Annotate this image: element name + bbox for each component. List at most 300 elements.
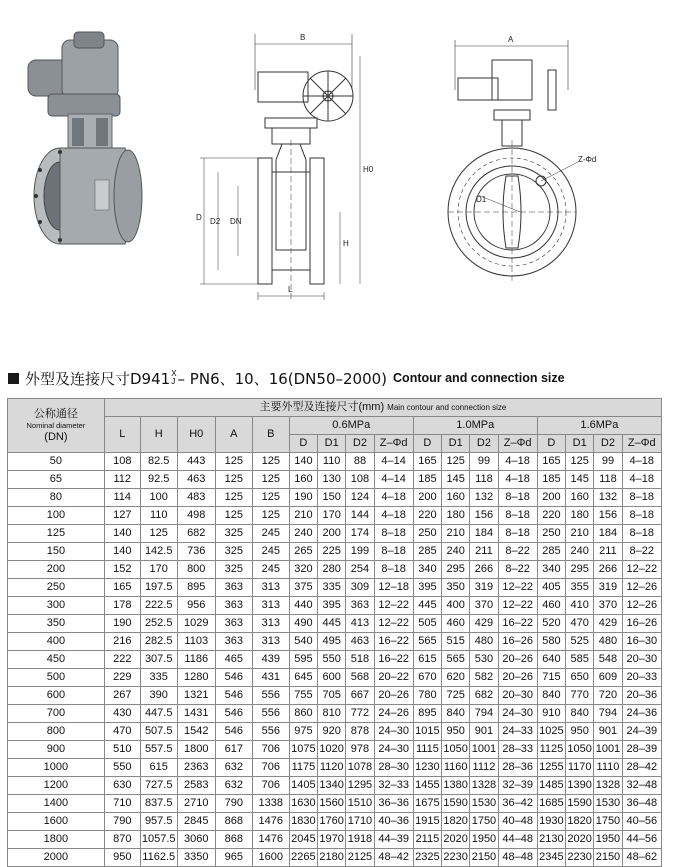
table-cell: 48–62 <box>622 849 661 867</box>
table-cell: 20–26 <box>374 687 413 705</box>
table-cell: 650 <box>566 669 594 687</box>
table-cell: 280 <box>318 561 346 579</box>
table-cell: 2150 <box>470 849 498 867</box>
table-cell: 124 <box>346 489 374 507</box>
table-cell: 12–22 <box>498 597 537 615</box>
table-cell: 546 <box>215 687 252 705</box>
table-cell: 265 <box>289 543 317 561</box>
table-cell: 431 <box>252 669 289 687</box>
cell-dn: 250 <box>8 579 105 597</box>
header-subcol: D <box>413 435 441 453</box>
table-cell: 229 <box>104 669 140 687</box>
label-dn: DN <box>230 217 242 226</box>
table-cell: 363 <box>215 615 252 633</box>
table-cell: 585 <box>566 651 594 669</box>
table-row <box>8 597 662 615</box>
table-cell: 110 <box>140 507 177 525</box>
table-cell: 920 <box>318 723 346 741</box>
table-cell: 88 <box>346 453 374 471</box>
table-cell: 550 <box>318 651 346 669</box>
table-row <box>8 525 662 543</box>
heading-title: 外型及连接尺寸D941 <box>25 369 171 388</box>
table-cell: 32–48 <box>622 777 661 795</box>
table-cell: 1295 <box>346 777 374 795</box>
table-cell: 40–48 <box>498 813 537 831</box>
table-cell: 20–30 <box>498 687 537 705</box>
table-cell: 1162.5 <box>140 849 177 867</box>
table-cell: 2710 <box>177 795 215 813</box>
table-cell: 4–18 <box>622 471 661 489</box>
table-cell: 670 <box>413 669 441 687</box>
table-row <box>8 579 662 597</box>
cell-dn: 700 <box>8 705 105 723</box>
table-cell: 140 <box>104 543 140 561</box>
table-cell: 460 <box>442 615 470 633</box>
table-cell: 160 <box>566 489 594 507</box>
table-cell: 100 <box>140 489 177 507</box>
table-cell: 546 <box>215 705 252 723</box>
table-cell: 1321 <box>177 687 215 705</box>
table-row <box>8 687 662 705</box>
table-cell: 682 <box>470 687 498 705</box>
table-cell: 132 <box>594 489 622 507</box>
table-cell: 36–48 <box>622 795 661 813</box>
table-row <box>8 615 662 633</box>
table-cell: 313 <box>252 633 289 651</box>
table-cell: 350 <box>442 579 470 597</box>
cell-dn: 900 <box>8 741 105 759</box>
table-row <box>8 507 662 525</box>
table-cell: 12–22 <box>374 597 413 615</box>
table-cell: 1120 <box>318 759 346 777</box>
table-cell: 174 <box>346 525 374 543</box>
table-cell: 180 <box>566 507 594 525</box>
table-cell: 706 <box>252 777 289 795</box>
table-cell: 1390 <box>566 777 594 795</box>
label-a: A <box>508 35 514 44</box>
table-cell: 2325 <box>413 849 441 867</box>
table-cell: 1530 <box>594 795 622 813</box>
table-cell: 463 <box>177 471 215 489</box>
table-cell: 410 <box>566 597 594 615</box>
table-cell: 307.5 <box>140 651 177 669</box>
table-cell: 1590 <box>442 795 470 813</box>
table-cell: 125 <box>252 471 289 489</box>
table-cell: 267 <box>104 687 140 705</box>
table-cell: 363 <box>215 579 252 597</box>
table-cell: 445 <box>318 615 346 633</box>
table-cell: 197.5 <box>140 579 177 597</box>
table-row <box>8 777 662 795</box>
table-cell: 44–56 <box>622 831 661 849</box>
table-cell: 130 <box>318 471 346 489</box>
table-cell: 32–39 <box>498 777 537 795</box>
table-cell: 1057.5 <box>140 831 177 849</box>
table-cell: 901 <box>470 723 498 741</box>
table-cell: 125 <box>215 507 252 525</box>
table-cell: 632 <box>215 759 252 777</box>
table-cell: 617 <box>215 741 252 759</box>
table-cell: 144 <box>346 507 374 525</box>
label-d1: D1 <box>476 195 487 204</box>
table-body <box>8 453 662 867</box>
table-cell: 222 <box>104 651 140 669</box>
table-cell: 755 <box>289 687 317 705</box>
table-cell: 645 <box>289 669 317 687</box>
table-cell: 108 <box>346 471 374 489</box>
table-cell: 667 <box>346 687 374 705</box>
table-cell: 8–18 <box>622 489 661 507</box>
table-cell: 125 <box>566 453 594 471</box>
table-cell: 8–18 <box>374 561 413 579</box>
table-cell: 32–33 <box>374 777 413 795</box>
header-subcol: Z–Φd <box>622 435 661 453</box>
header-subcol: D1 <box>318 435 346 453</box>
table-cell: 1590 <box>566 795 594 813</box>
table-cell: 1255 <box>537 759 565 777</box>
cell-dn: 600 <box>8 687 105 705</box>
table-cell: 390 <box>140 687 177 705</box>
table-cell: 1050 <box>442 741 470 759</box>
table-cell: 140 <box>104 525 140 543</box>
heading-sup: X <box>171 369 177 378</box>
table-cell: 2230 <box>442 849 470 867</box>
table-cell: 950 <box>566 723 594 741</box>
table-cell: 125 <box>252 489 289 507</box>
heading-english: Contour and connection size <box>393 371 565 385</box>
table-cell: 28–33 <box>498 741 537 759</box>
table-cell: 1760 <box>318 813 346 831</box>
table-cell: 1630 <box>289 795 317 813</box>
table-cell: 132 <box>470 489 498 507</box>
table-cell: 4–18 <box>374 507 413 525</box>
table-cell: 325 <box>215 561 252 579</box>
table-cell: 727.5 <box>140 777 177 795</box>
table-cell: 340 <box>413 561 441 579</box>
table-cell: 220 <box>413 507 441 525</box>
table-cell: 1950 <box>594 831 622 849</box>
label-d2: D2 <box>210 217 221 226</box>
table-cell: 165 <box>537 453 565 471</box>
table-cell: 1380 <box>442 777 470 795</box>
table-cell: 125 <box>442 453 470 471</box>
table-cell: 152 <box>104 561 140 579</box>
table-cell: 210 <box>442 525 470 543</box>
table-row <box>8 759 662 777</box>
table-cell: 184 <box>470 525 498 543</box>
table-cell: 1431 <box>177 705 215 723</box>
table-cell: 556 <box>252 723 289 741</box>
header-subcol: D1 <box>442 435 470 453</box>
table-cell: 309 <box>346 579 374 597</box>
table-cell: 901 <box>594 723 622 741</box>
table-cell: 1830 <box>289 813 317 831</box>
table-cell: 16–22 <box>498 615 537 633</box>
label-b: B <box>300 33 306 42</box>
table-cell: 185 <box>413 471 441 489</box>
table-cell: 1020 <box>318 741 346 759</box>
table-cell: 12–26 <box>622 597 661 615</box>
table-cell: 178 <box>104 597 140 615</box>
table-cell: 565 <box>442 651 470 669</box>
header-pressure: 1.6MPa <box>537 417 661 435</box>
table-cell: 2345 <box>537 849 565 867</box>
table-row <box>8 741 662 759</box>
table-cell: 1915 <box>413 813 441 831</box>
cell-dn: 1600 <box>8 813 105 831</box>
table-cell: 99 <box>470 453 498 471</box>
table-cell: 780 <box>413 687 441 705</box>
table-cell: 1328 <box>594 777 622 795</box>
table-cell: 405 <box>537 579 565 597</box>
table-cell: 2020 <box>442 831 470 849</box>
table-cell: 1175 <box>289 759 317 777</box>
table-cell: 118 <box>594 471 622 489</box>
table-cell: 28–39 <box>622 741 661 759</box>
table-cell: 440 <box>289 597 317 615</box>
table-cell: 556 <box>252 687 289 705</box>
header-col-a: A <box>215 417 252 453</box>
table-cell: 1800 <box>177 741 215 759</box>
table-cell: 252.5 <box>140 615 177 633</box>
table-cell: 12–18 <box>374 579 413 597</box>
table-cell: 125 <box>252 507 289 525</box>
table-cell: 429 <box>594 615 622 633</box>
table-cell: 706 <box>252 741 289 759</box>
cell-dn: 2000 <box>8 849 105 867</box>
table-cell: 800 <box>177 561 215 579</box>
table-cell: 2363 <box>177 759 215 777</box>
table-cell: 790 <box>104 813 140 831</box>
header-subcol: D <box>289 435 317 453</box>
table-cell: 20–33 <box>622 669 661 687</box>
drawings-area <box>0 0 676 350</box>
table-row <box>8 453 662 471</box>
table-cell: 184 <box>594 525 622 543</box>
table-row <box>8 633 662 651</box>
table-cell: 44–39 <box>374 831 413 849</box>
table-cell: 48–42 <box>374 849 413 867</box>
table-cell: 530 <box>470 651 498 669</box>
table-cell: 840 <box>537 687 565 705</box>
table-cell: 1110 <box>594 759 622 777</box>
table-row <box>8 489 662 507</box>
table-cell: 24–36 <box>622 705 661 723</box>
table-cell: 837.5 <box>140 795 177 813</box>
table-cell: 4–18 <box>498 471 537 489</box>
table-cell: 2845 <box>177 813 215 831</box>
table-cell: 355 <box>566 579 594 597</box>
table-cell: 216 <box>104 633 140 651</box>
table-cell: 210 <box>289 507 317 525</box>
table-cell: 44–48 <box>498 831 537 849</box>
table-cell: 565 <box>413 633 441 651</box>
table-cell: 1001 <box>594 741 622 759</box>
table-cell: 975 <box>289 723 317 741</box>
table-cell: 1050 <box>566 741 594 759</box>
table-cell: 16–22 <box>374 651 413 669</box>
cell-dn: 150 <box>8 543 105 561</box>
table-cell: 1710 <box>346 813 374 831</box>
table-cell: 16–30 <box>622 633 661 651</box>
table-cell: 240 <box>289 525 317 543</box>
table-cell: 550 <box>104 759 140 777</box>
table-cell: 156 <box>594 507 622 525</box>
table-row <box>8 795 662 813</box>
table-cell: 1405 <box>289 777 317 795</box>
table-cell: 1685 <box>537 795 565 813</box>
table-cell: 557.5 <box>140 741 177 759</box>
table-cell: 24–30 <box>374 741 413 759</box>
table-cell: 125 <box>140 525 177 543</box>
table-cell: 16–26 <box>622 615 661 633</box>
table-cell: 99 <box>594 453 622 471</box>
table-cell: 3350 <box>177 849 215 867</box>
table-cell: 620 <box>442 669 470 687</box>
cell-dn: 200 <box>8 561 105 579</box>
table-cell: 363 <box>346 597 374 615</box>
table-cell: 145 <box>442 471 470 489</box>
front-view-drawing <box>448 40 578 284</box>
heading-sub: J <box>171 377 176 386</box>
cell-dn: 80 <box>8 489 105 507</box>
table-cell: 370 <box>470 597 498 615</box>
table-cell: 24–30 <box>498 705 537 723</box>
label-d: D <box>196 213 202 222</box>
table-cell: 1328 <box>470 777 498 795</box>
table-cell: 28–42 <box>622 759 661 777</box>
table-header <box>8 399 662 453</box>
table-cell: 170 <box>318 507 346 525</box>
table-cell: 165 <box>413 453 441 471</box>
table-cell: 2230 <box>566 849 594 867</box>
table-cell: 910 <box>537 705 565 723</box>
table-cell: 725 <box>442 687 470 705</box>
cell-dn: 1200 <box>8 777 105 795</box>
header-main <box>104 399 661 417</box>
table-cell: 20–22 <box>374 669 413 687</box>
table-cell: 110 <box>318 453 346 471</box>
table-cell: 180 <box>442 507 470 525</box>
header-subcol: Z–Φd <box>374 435 413 453</box>
table-cell: 840 <box>566 705 594 723</box>
table-cell: 240 <box>442 543 470 561</box>
table-cell: 20–26 <box>498 651 537 669</box>
table-cell: 335 <box>318 579 346 597</box>
table-cell: 1170 <box>566 759 594 777</box>
table-row <box>8 849 662 867</box>
table-cell: 125 <box>215 489 252 507</box>
table-cell: 546 <box>215 669 252 687</box>
table-cell: 240 <box>566 543 594 561</box>
table-cell: 1510 <box>346 795 374 813</box>
table-cell: 4–14 <box>374 471 413 489</box>
table-cell: 210 <box>566 525 594 543</box>
table-cell: 794 <box>594 705 622 723</box>
table-cell: 1950 <box>470 831 498 849</box>
table-cell: 1160 <box>442 759 470 777</box>
table-cell: 956 <box>177 597 215 615</box>
cell-dn: 1400 <box>8 795 105 813</box>
table-cell: 632 <box>215 777 252 795</box>
table-cell: 8–18 <box>498 489 537 507</box>
table-cell: 1675 <box>413 795 441 813</box>
table-row <box>8 471 662 489</box>
table-cell: 325 <box>215 525 252 543</box>
table-cell: 443 <box>177 453 215 471</box>
table-cell: 370 <box>594 597 622 615</box>
table-cell: 375 <box>289 579 317 597</box>
table-cell: 895 <box>177 579 215 597</box>
table-cell: 313 <box>252 597 289 615</box>
table-cell: 48–48 <box>498 849 537 867</box>
table-cell: 295 <box>566 561 594 579</box>
table-cell: 1029 <box>177 615 215 633</box>
bullet-square-icon <box>8 373 19 384</box>
table-cell: 710 <box>104 795 140 813</box>
table-cell: 150 <box>318 489 346 507</box>
table-cell: 1230 <box>413 759 441 777</box>
label-z-phi-d: Z-Φd <box>578 155 597 164</box>
table-row <box>8 669 662 687</box>
header-col-l: L <box>104 417 140 453</box>
table-cell: 490 <box>289 615 317 633</box>
table-cell: 2180 <box>318 849 346 867</box>
table-cell: 1918 <box>346 831 374 849</box>
table-cell: 1930 <box>537 813 565 831</box>
table-cell: 319 <box>470 579 498 597</box>
table-cell: 1750 <box>594 813 622 831</box>
table-cell: 540 <box>289 633 317 651</box>
cell-dn: 65 <box>8 471 105 489</box>
table-cell: 600 <box>318 669 346 687</box>
table-cell: 950 <box>442 723 470 741</box>
table-cell: 1820 <box>566 813 594 831</box>
table-cell: 8–18 <box>374 543 413 561</box>
header-nominal-cn: 公称通径 <box>33 407 78 420</box>
table-cell: 609 <box>594 669 622 687</box>
table-cell: 965 <box>215 849 252 867</box>
table-cell: 868 <box>215 813 252 831</box>
header-subcol: D2 <box>594 435 622 453</box>
table-cell: 118 <box>470 471 498 489</box>
cell-dn: 1000 <box>8 759 105 777</box>
table-cell: 12–22 <box>374 615 413 633</box>
table-cell: 525 <box>566 633 594 651</box>
table-cell: 580 <box>537 633 565 651</box>
table-cell: 447.5 <box>140 705 177 723</box>
table-cell: 363 <box>215 633 252 651</box>
table-cell: 470 <box>104 723 140 741</box>
table-cell: 465 <box>215 651 252 669</box>
table-cell: 1476 <box>252 831 289 849</box>
table-cell: 165 <box>104 579 140 597</box>
table-cell: 127 <box>104 507 140 525</box>
header-col-h0: H0 <box>177 417 215 453</box>
table-cell: 282.5 <box>140 633 177 651</box>
table-cell: 2583 <box>177 777 215 795</box>
table-cell: 24–30 <box>374 723 413 741</box>
table-cell: 2045 <box>289 831 317 849</box>
cell-dn: 400 <box>8 633 105 651</box>
table-cell: 12–26 <box>622 579 661 597</box>
table-cell: 108 <box>104 453 140 471</box>
dimension-table <box>7 398 662 867</box>
table-cell: 28–30 <box>374 759 413 777</box>
table-cell: 483 <box>177 489 215 507</box>
table-cell: 498 <box>177 507 215 525</box>
table-cell: 1485 <box>537 777 565 795</box>
